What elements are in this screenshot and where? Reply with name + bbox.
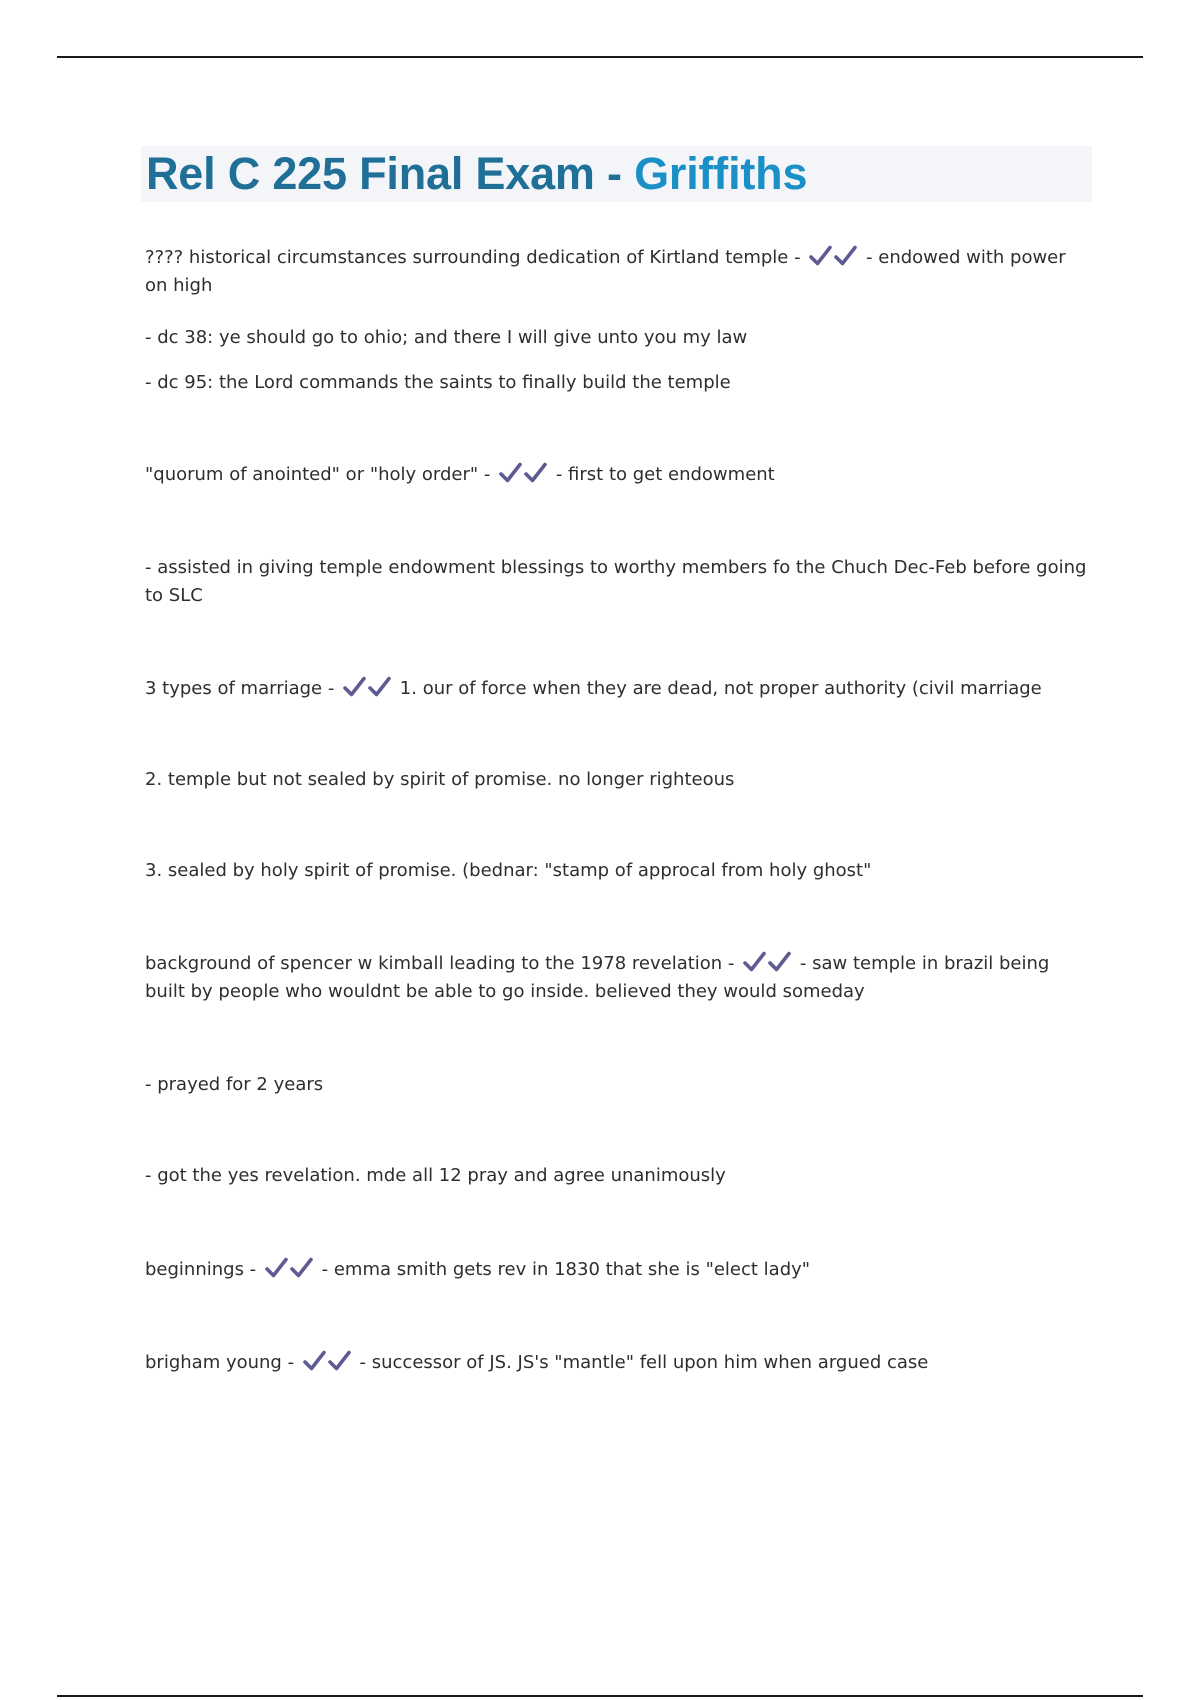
qa-item-kirtland [145,244,1090,300]
checkmark-icon [499,462,522,484]
answer-marker [302,1349,352,1377]
checkmark-icon [809,245,832,267]
checkmark-icon [834,245,857,267]
note-endowment-blessings: - assisted in giving temple endowment blessings to worthy members fo the Chuch Dec-Feb before going to SLC [145,557,1087,606]
checkmark-icon [524,462,547,484]
note-prayed: - prayed for 2 years [145,1074,324,1095]
checkmark-icon [265,1257,288,1279]
answer-text: - endowed with power on high [145,247,1066,296]
answer-marker [342,675,392,703]
answer-text: - saw temple in brazil being built by people who wouldnt be able to go inside. believed they would someday [145,953,1050,1002]
checkmark-icon [290,1257,313,1279]
qa-item-beginnings [145,1256,1090,1284]
document-title [146,146,807,202]
note-marriage-2: 2. temple but not sealed by spirit of promise. no longer righteous [145,769,735,790]
answer-marker [264,1256,314,1284]
answer-text: - first to get endowment [550,464,775,485]
checkmark-icon [343,676,366,698]
note-dc95: - dc 95: the Lord commands the saints to finally build the temple [145,372,731,393]
checkmark-icon [328,1350,351,1372]
top-rule [57,56,1143,58]
answer-marker [742,950,792,978]
qa-item-kimball [145,950,1090,1006]
note-revelation: - got the yes revelation. mde all 12 pray and agree unanimously [145,1165,726,1186]
note-dc38: - dc 38: ye should go to ohio; and there I will give unto you my law [145,327,748,348]
qa-item-marriage [145,675,1090,703]
answer-text: - successor of JS. JS's "mantle" fell upon him when argued case [353,1352,929,1373]
answer-text: - emma smith gets rev in 1830 that she is "elect lady" [315,1259,811,1280]
qa-item-brigham-young [145,1349,1090,1377]
checkmark-icon [768,951,791,973]
answer-marker [498,461,548,489]
checkmark-icon [368,676,391,698]
bottom-rule [57,1695,1143,1697]
question-text: ???? historical circumstances surrounding dedication of Kirtland temple - [145,247,807,268]
question-text: 3 types of marriage - [145,678,341,699]
checkmark-icon [743,951,766,973]
question-text: "quorum of anointed" or "holy order" - [145,464,497,485]
title-text-accent: Griffiths [634,148,808,199]
question-text: brigham young - [145,1352,300,1373]
qa-item-quorum [145,461,1090,489]
question-text: background of spencer w kimball leading to the 1978 revelation - [145,953,741,974]
question-text: beginnings - [145,1259,262,1280]
checkmark-icon [303,1350,326,1372]
note-marriage-3: 3. sealed by holy spirit of promise. (bednar: "stamp of approcal from holy ghost" [145,860,872,881]
answer-marker [808,244,858,272]
title-text-primary: Rel C 225 Final Exam - [146,148,635,199]
answer-text: 1. our of force when they are dead, not proper authority (civil marriage [394,678,1042,699]
